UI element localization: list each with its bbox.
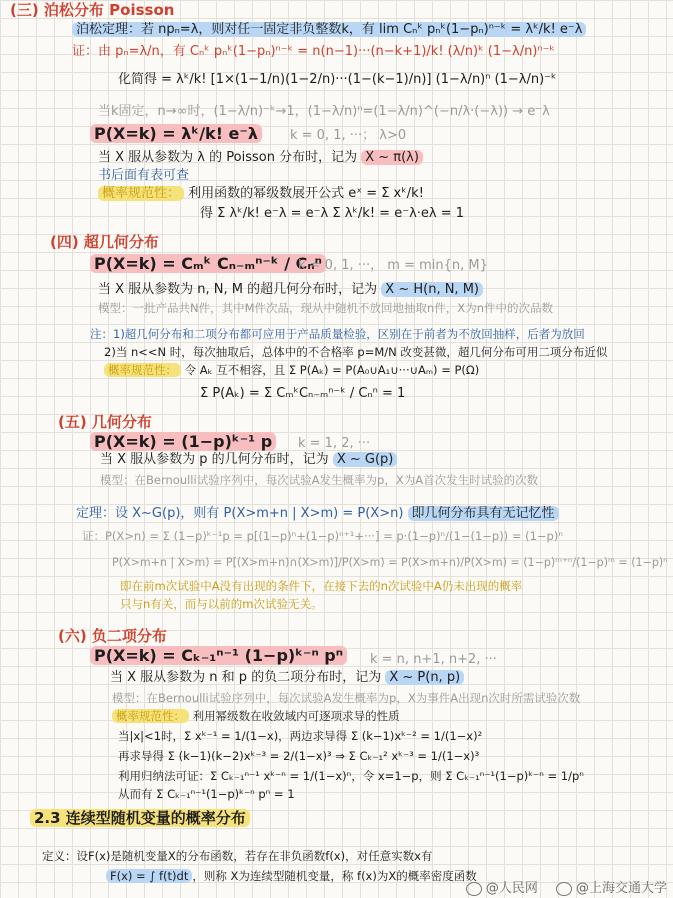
geometric-model: 模型：在Bernoulli试验序列中，每次试验A发生概率为p，X为A首次发生时试验的次数 bbox=[100, 473, 539, 487]
watermark-right: @上海交通大学 bbox=[556, 881, 667, 896]
poisson-normalization-1: 概率规范性： 利用函数的幂级数展开公式 eˣ = Σ xᵏ/k! bbox=[98, 186, 424, 202]
section-6-title: (六) 负二项分布 bbox=[58, 627, 167, 645]
geometric-proof-1: 证：P(X>n) = Σ (1−p)ᵏ⁻¹p = p[(1−p)ⁿ+(1−p)ⁿ⁺¹+···] = p·(1−p)ⁿ/(1−(1−p)) = (1−p)ⁿ bbox=[82, 529, 563, 543]
negative-binomial-normalization-2: 再求导得 Σ (k−1)(k−2)xᵏ⁻³ = 2/(1−x)³ ⇒ Σ Cₖ₋₁² xᵏ⁻³ = 1/(1−x)³ bbox=[118, 749, 480, 763]
geometric-pmf: P(X=k) = (1−p)ᵏ⁻¹ p bbox=[90, 434, 276, 450]
geometric-notation: X ~ G(p) bbox=[333, 452, 398, 467]
poisson-theorem: 泊松定理：若 npₙ=λ，则对任一固定非负整数k，有 lim Cₙᵏ pₙᵏ(1−pₙ)ⁿ⁻ᵏ = λᵏ/k! e⁻λ bbox=[72, 22, 586, 38]
section-3-title: (三) 泊松分布 Poisson bbox=[10, 1, 175, 19]
continuous-definition-2: F(x) = ∫ f(t)dt ，则称 X为连续型随机变量，称 f(x)为X的概率密度函数 bbox=[106, 868, 477, 884]
negative-binomial-definition: 当 X 服从参数为 n 和 p 的负二项分布时，记为 X ~ P(n, p) bbox=[110, 670, 464, 686]
geometric-theorem: 定理：设 X~G(p)，则有 P(X>m+n | X>m) = P(X>n) 即几何分布具有无记忆性 bbox=[76, 506, 559, 522]
geometric-proof-2: P(X>m+n | X>m) = P[(X>m+n)∩(X>m)]/P(X>m) = P(X>m+n)/P(X>m) = (1−p)ᵐ⁺ⁿ/(1−p)ᵐ = (1−p)ⁿ bbox=[112, 555, 668, 569]
poisson-notation: X ~ π(λ) bbox=[361, 150, 423, 165]
geometric-memoryless-note: 即几何分布具有无记忆性 bbox=[408, 506, 559, 521]
section-2-3-title: 2.3 连续型随机变量的概率分布 bbox=[30, 810, 250, 826]
watermark bbox=[452, 877, 667, 896]
hypergeometric-normalization-2: Σ P(Aₖ) = Σ CₘᵏCₙ₋ₘⁿ⁻ᵏ / Cₙⁿ = 1 bbox=[200, 386, 406, 401]
geometric-pmf-range: k = 1, 2, ··· bbox=[298, 436, 371, 451]
weibo-icon bbox=[556, 882, 572, 896]
continuous-definition-1: 定义：设F(x)是随机变量X的分布函数，若存在非负函数f(x)，对任意实数x有 bbox=[42, 849, 433, 863]
negative-binomial-model: 模型：在Bernoulli试验序列中，每次试验A发生概率为p，X为事件A出现n次时所需试验次数 bbox=[112, 691, 581, 705]
section-4-title: (四) 超几何分布 bbox=[50, 233, 159, 251]
hypergeometric-normalization-1: 概率规范性： 令 Aₖ 互不相容，且 Σ P(Aₖ) = P(A₀∪A₁∪···∪Aₘ) = P(Ω) bbox=[104, 362, 479, 378]
poisson-table-note: 书后面有表可查 bbox=[98, 168, 190, 183]
hypergeometric-note-2: 2)当 n<<N 时，每次抽取后，总体中的不合格率 p=M/N 改变甚微，超几何分布可用二项分布近似 bbox=[104, 345, 608, 359]
cdf-integral-formula: F(x) = ∫ f(t)dt bbox=[106, 869, 192, 883]
hypergeometric-pmf: P(X=k) = Cₘᵏ Cₙ₋ₘⁿ⁻ᵏ / Cₙⁿ bbox=[90, 256, 326, 272]
hypergeometric-note-1: 注：1)超几何分布和二项分布都可应用于产品质量检验，区别在于前者为不放回抽样，后者为放回 bbox=[90, 327, 585, 341]
poisson-pmf: P(X=k) = λᵏ/k! e⁻λ bbox=[90, 126, 262, 142]
poisson-definition: 当 X 服从参数为 λ 的 Poisson 分布时，记为 X ~ π(λ) bbox=[98, 150, 423, 166]
hypergeometric-model: 模型：一批产品共N件，其中M件次品，现从中随机不放回地抽取n件，X为n件中的次品数 bbox=[98, 301, 553, 315]
negative-binomial-notation: X ~ P(n, p) bbox=[385, 670, 464, 685]
negative-binomial-normalization-4: 从而有 Σ Cₖ₋₁ⁿ⁻¹(1−p)ᵏ⁻ⁿ pⁿ = 1 bbox=[118, 787, 295, 801]
poisson-normalization-2: 得 Σ λᵏ/k! e⁻λ = e⁻λ Σ λᵏ/k! = e⁻λ·eλ = 1 bbox=[200, 206, 465, 221]
watermark-left: @人民网 bbox=[466, 881, 538, 896]
geometric-explanation-1: 即在前m次试验中A没有出现的条件下，在接下去的n次试验中A仍未出现的概率 bbox=[120, 579, 523, 593]
negative-binomial-pmf-range: k = n, n+1, n+2, ··· bbox=[370, 652, 497, 667]
section-5-title: (五) 几何分布 bbox=[58, 413, 152, 431]
hypergeometric-pmf-range: k = 0, 1, ···， m = min{n, M} bbox=[298, 258, 488, 273]
negative-binomial-normalization-0: 概率规范性： 利用幂级数在收敛域内可逐项求导的性质 bbox=[112, 708, 400, 724]
negative-binomial-pmf: P(X=k) = Cₖ₋₁ⁿ⁻¹ (1−p)ᵏ⁻ⁿ pⁿ bbox=[90, 648, 347, 664]
hypergeometric-definition: 当 X 服从参数为 n, N, M 的超几何分布时，记为 X ~ H(n, N, M) bbox=[98, 282, 483, 298]
poisson-pmf-range: k = 0, 1, ···； λ>0 bbox=[290, 128, 407, 143]
hypergeometric-notation: X ~ H(n, N, M) bbox=[381, 282, 483, 297]
negative-binomial-normalization-1: 当|x|<1时，Σ xᵏ⁻¹ = 1/(1−x)，两边求导得 Σ (k−1)xᵏ⁻² = 1/(1−x)² bbox=[118, 729, 483, 743]
geometric-definition: 当 X 服从参数为 p 的几何分布时，记为 X ~ G(p) bbox=[100, 452, 397, 468]
poisson-proof-2: 化简得 = λᵏ/k! [1×(1−1/n)(1−2/n)···(1−(k−1)/n)] (1−λ/n)ⁿ (1−λ/n)⁻ᵏ bbox=[118, 72, 557, 87]
negative-binomial-normalization-3: 利用归纳法可证：Σ Cₖ₋₁ⁿ⁻¹ xᵏ⁻ⁿ = 1/(1−x)ⁿ，令 x=1−p，则 Σ Cₖ₋₁ⁿ⁻¹(1−p)ᵏ⁻ⁿ = 1/pⁿ bbox=[118, 769, 584, 783]
poisson-proof-1: 证：由 pₙ=λ/n，有 Cₙᵏ pₙᵏ(1−pₙ)ⁿ⁻ᵏ = n(n−1)···(n−k+1)/k! (λ/n)ᵏ (1−λ/n)ⁿ⁻ᵏ bbox=[72, 44, 555, 59]
weibo-icon bbox=[466, 882, 482, 896]
geometric-explanation-2: 只与n有关，而与以前的m次试验无关。 bbox=[120, 597, 323, 611]
poisson-proof-3: 当k固定，n→∞时，(1−λ/n)⁻ᵏ→1，(1−λ/n)ⁿ=(1−λ/n)^(−n/λ·(−λ)) → e⁻λ bbox=[98, 104, 550, 119]
